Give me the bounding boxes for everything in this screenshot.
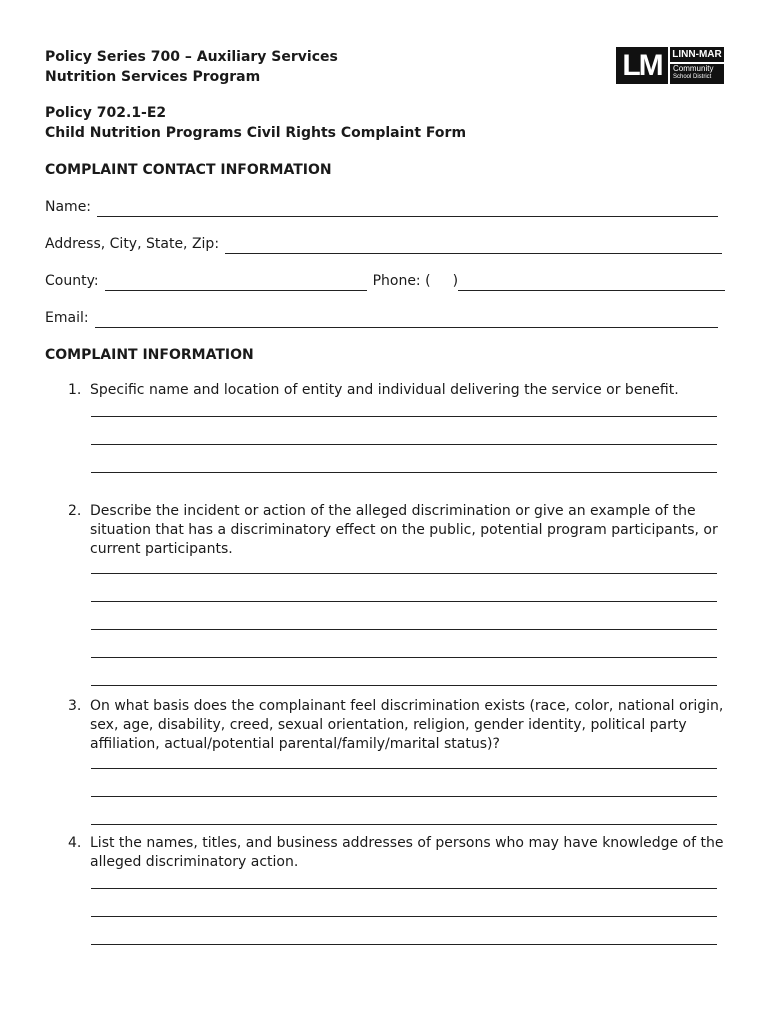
address-input-line[interactable]	[225, 238, 722, 254]
address-label: Address, City, State, Zip:	[45, 236, 220, 252]
phone-label: Phone: (	[372, 273, 431, 289]
answer-line[interactable]	[91, 916, 717, 917]
phone-close: )	[452, 273, 459, 289]
email-field[interactable]	[45, 308, 718, 328]
logo-line2: School District	[673, 74, 712, 80]
question-text: Describe the incident or action of the alleged discrimination or give an example of the situation that has a discriminatory effect on the public, potential program participants, or current participants.	[90, 503, 718, 557]
answer-line[interactable]	[91, 888, 717, 889]
phone-input-line[interactable]	[458, 275, 725, 291]
logo-line1: Community	[673, 64, 714, 73]
document-header	[45, 47, 466, 143]
name-field[interactable]	[45, 197, 718, 217]
answer-line[interactable]	[91, 601, 717, 602]
answer-line[interactable]	[91, 416, 717, 417]
answer-line[interactable]	[91, 685, 717, 686]
address-field[interactable]	[45, 234, 722, 254]
policy-number: Policy 702.1-E2	[45, 105, 167, 121]
email-input-line[interactable]	[95, 312, 718, 328]
logo-subtitle	[670, 64, 724, 84]
answer-line[interactable]	[91, 629, 717, 630]
question-number: 4.	[68, 835, 82, 851]
question-number: 1.	[68, 382, 82, 398]
logo-text-block	[670, 47, 724, 84]
question-number: 3.	[68, 698, 82, 714]
county-label: County:	[45, 273, 99, 289]
contact-heading: COMPLAINT CONTACT INFORMATION	[45, 162, 332, 178]
policy-series: Policy Series 700 – Auxiliary Services	[45, 49, 338, 65]
answer-line[interactable]	[91, 796, 717, 797]
county-input-line[interactable]	[105, 275, 367, 291]
answer-line[interactable]	[91, 573, 717, 574]
answer-line[interactable]	[91, 444, 717, 445]
complaint-heading: COMPLAINT INFORMATION	[45, 347, 254, 363]
logo-name: LINN-MAR	[670, 47, 724, 62]
county-phone-row	[45, 271, 725, 291]
question-number: 2.	[68, 503, 82, 519]
email-label: Email:	[45, 310, 89, 326]
question-text: List the names, titles, and business addresses of persons who may have knowledge of the alleged discriminatory action.	[90, 835, 724, 870]
question-text: On what basis does the complainant feel discrimination exists (race, color, national origin, sex, age, disability, creed, sexual orientation, religion, gender identity, political party affiliation, actual/potential parental/family/marital status)?	[90, 698, 724, 752]
answer-line[interactable]	[91, 472, 717, 473]
name-label: Name:	[45, 199, 92, 215]
answer-line[interactable]	[91, 768, 717, 769]
question-text: Specific name and location of entity and individual delivering the service or benefit.	[90, 382, 679, 398]
name-input-line[interactable]	[97, 201, 718, 217]
logo-mark: LM	[616, 47, 668, 84]
form-title: Child Nutrition Programs Civil Rights Complaint Form	[45, 125, 467, 141]
answer-line[interactable]	[91, 944, 717, 945]
answer-line[interactable]	[91, 657, 717, 658]
program-name: Nutrition Services Program	[45, 69, 261, 85]
answer-line[interactable]	[91, 824, 717, 825]
district-logo	[616, 47, 724, 84]
